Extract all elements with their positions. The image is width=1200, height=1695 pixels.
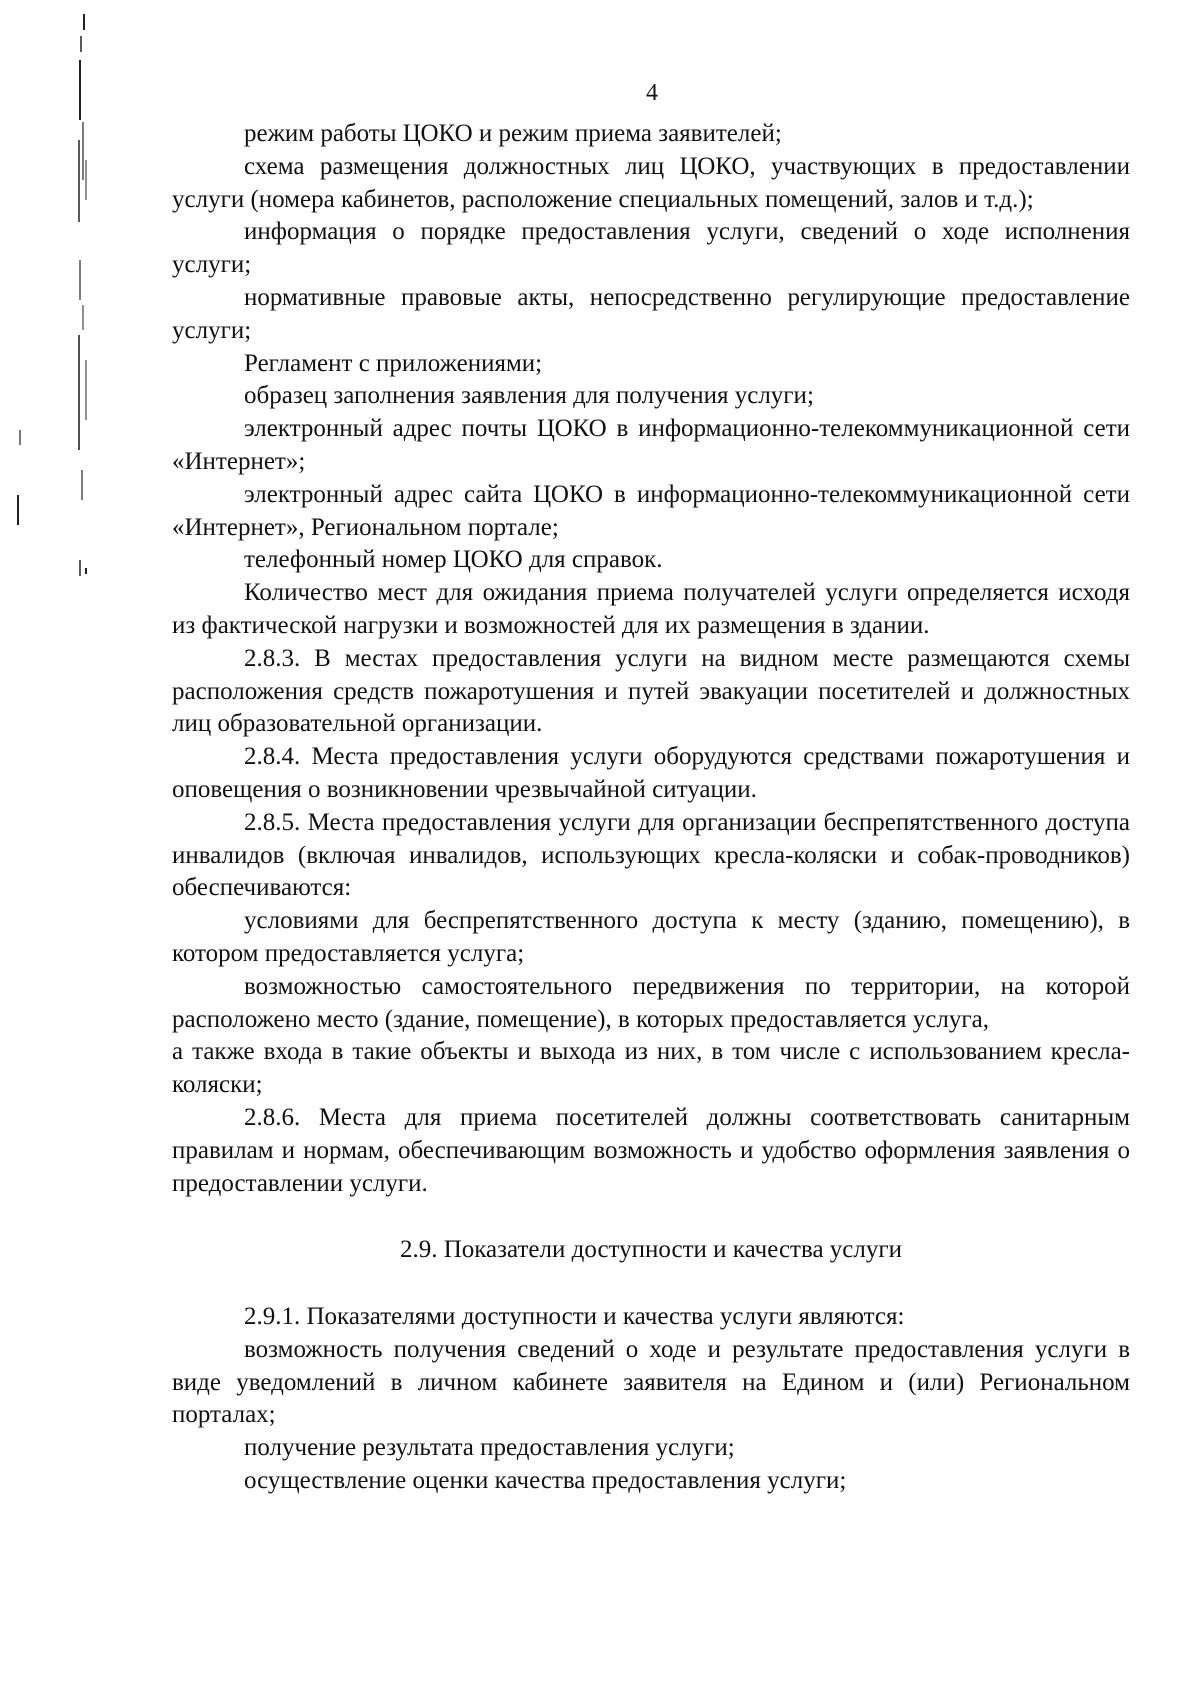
paragraph: режим работы ЦОКО и режим приема заявителей; — [244, 120, 782, 147]
paragraph: 2.8.3. В местах предоставления услуги на видном месте размещаются схемы расположения средств пожаротушения и путей эвакуации посетителей и должностных лиц образовательной организации. — [172, 644, 1130, 738]
paragraph: 2.9.1. Показателями доступности и качества услуги являются: — [244, 1303, 905, 1331]
paragraph: 2.8.5. Места предоставления услуги для организации беспрепятственного доступа инвалидов (включая инвалидов, использующих кресла-коляски и собак-проводников) обеспечиваются: — [172, 808, 1130, 902]
paragraph: 2.8.6. Места для приема посетителей должны соответствовать санитарным правилам и нормам, обеспечивающим возможность и удобство оформления заявления о предоставлении услуги. — [172, 1103, 1130, 1197]
page-number: 4 — [646, 80, 658, 106]
paragraph: получение результата предоставления услуги; — [244, 1434, 735, 1462]
paragraph: Регламент с приложениями; — [244, 349, 543, 377]
paragraph: схема размещения должностных лиц ЦОКО, участвующих в предоставлении услуги (номера кабинетов, расположение специальных помещений, залов и т.д.); — [172, 152, 1130, 213]
section-heading: 2.9. Показатели доступности и качества услуги — [399, 1236, 902, 1264]
paragraph: условиями для беспрепятственного доступа к месту (зданию, помещению), в котором предоставляется услуга; — [172, 907, 1130, 967]
paragraph: 2.8.4. Места предоставления услуги оборудуются средствами пожаротушения и оповещения о возникновении чрезвычайной ситуации. — [172, 743, 1130, 803]
paragraph: а также входа в такие объекты и выхода из них, в том числе с использованием кресла-коляски; — [172, 1038, 1130, 1099]
paragraph: информация о порядке предоставления услуги, сведений о ходе исполнения услуги; — [172, 218, 1130, 279]
paragraph: нормативные правовые акты, непосредственно регулирующие предоставление услуги; — [172, 283, 1130, 344]
paragraph: осуществление оценки качества предоставления услуги; — [244, 1467, 847, 1495]
paragraph: возможность получения сведений о ходе и результате предоставления услуги в виде уведомлений в личном кабинете заявителя на Едином и (или) Региональном порталах; — [172, 1335, 1130, 1429]
document-body — [172, 118, 1130, 1498]
paragraph: телефонный номер ЦОКО для справок. — [244, 546, 663, 574]
paragraph: электронный адрес почты ЦОКО в информационно-телекоммуникационной сети «Интернет»; — [172, 415, 1130, 475]
paragraph: Количество мест для ожидания приема получателей услуги определяется исходя из фактической нагрузки и возможностей для их размещения в здании. — [172, 579, 1130, 639]
paragraph: образец заполнения заявления для получения услуги; — [244, 382, 814, 410]
paragraph: электронный адрес сайта ЦОКО в информационно-телекоммуникационной сети «Интернет», Региональном портале; — [172, 480, 1130, 541]
paragraph: возможностью самостоятельного передвижения по территории, на которой расположено место (здание, помещение), в которых предоставляется услуга, — [172, 972, 1130, 1033]
